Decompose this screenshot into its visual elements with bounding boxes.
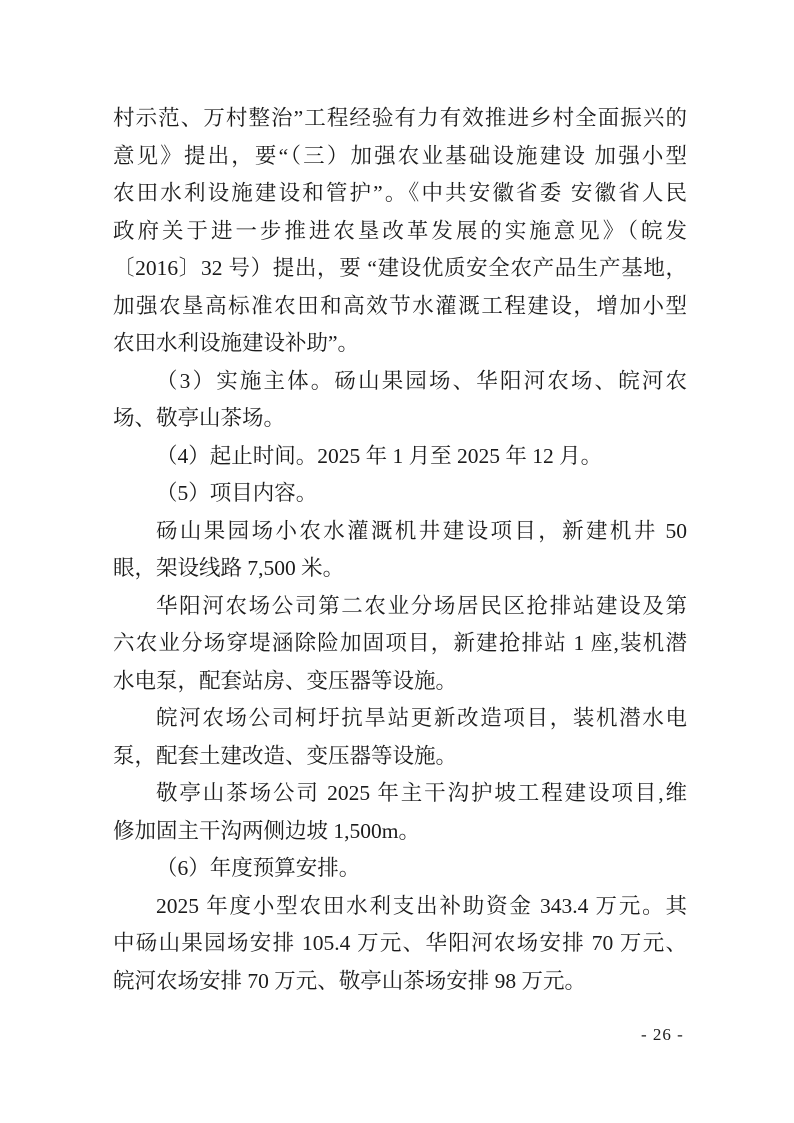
text-line: （4）起止时间。2025 年 1 月至 2025 年 12 月。 — [156, 443, 603, 468]
text-line: 村示范、万村整治”工程经验有力有效推进乡村全面振兴的 — [113, 106, 687, 130]
text-line: 泵，配套土建改造、变压器等设施。 — [113, 743, 458, 768]
text-line: 六农业分场穿堤涵除险加固项目，新建抢排站 1 座,装机潜 — [113, 631, 687, 655]
document-text-block — [113, 100, 687, 1000]
text-line: 意见》提出，要“（三）加强农业基础设施建设 加强小型 — [113, 143, 687, 168]
text-line: 眼，架设线路 7,500 米。 — [113, 556, 345, 580]
text-line: （5）项目内容。 — [156, 481, 318, 505]
text-line: （3）实施主体。砀山果园场、华阳河农场、皖河农 — [156, 368, 687, 393]
text-line: 政府关于进一步推进农垦改革发展的实施意见》（皖发 — [113, 218, 687, 243]
text-line: 水电泵，配套站房、变压器等设施。 — [113, 668, 458, 693]
text-line: 砀山果园场小农水灌溉机井建设项目，新建机井 50 — [156, 518, 687, 543]
text-line: 加强农垦高标准农田和高效节水灌溉工程建设，增加小型 — [113, 293, 687, 318]
text-line: 华阳河农场公司第二农业分场居民区抢排站建设及第 — [156, 593, 687, 618]
page-number: - 26 - — [641, 1025, 684, 1044]
text-line: （6）年度预算安排。 — [156, 856, 361, 880]
text-line: 皖河农场公司柯圩抗旱站更新改造项目，装机潜水电 — [156, 706, 687, 730]
text-line: 敬亭山茶场公司 2025 年主干沟护坡工程建设项目,维 — [156, 781, 687, 805]
text-line: 2025 年度小型农田水利支出补助资金 343.4 万元。其 — [156, 893, 687, 918]
text-line: 〔2016〕32 号）提出，要 “建设优质安全农产品生产基地， — [113, 256, 687, 280]
text-line: 场、敬亭山茶场。 — [113, 406, 286, 430]
text-line: 中砀山果园场安排 105.4 万元、华阳河农场安排 70 万元、 — [113, 931, 687, 955]
text-line: 农田水利设施建设补助”。 — [113, 331, 360, 355]
text-line: 农田水利设施建设和管护”。《中共安徽省委 安徽省人民 — [113, 181, 687, 205]
text-line: 皖河农场安排 70 万元、敬亭山茶场安排 98 万元。 — [113, 968, 587, 993]
text-line: 修加固主干沟两侧边坡 1,500m。 — [113, 818, 420, 843]
